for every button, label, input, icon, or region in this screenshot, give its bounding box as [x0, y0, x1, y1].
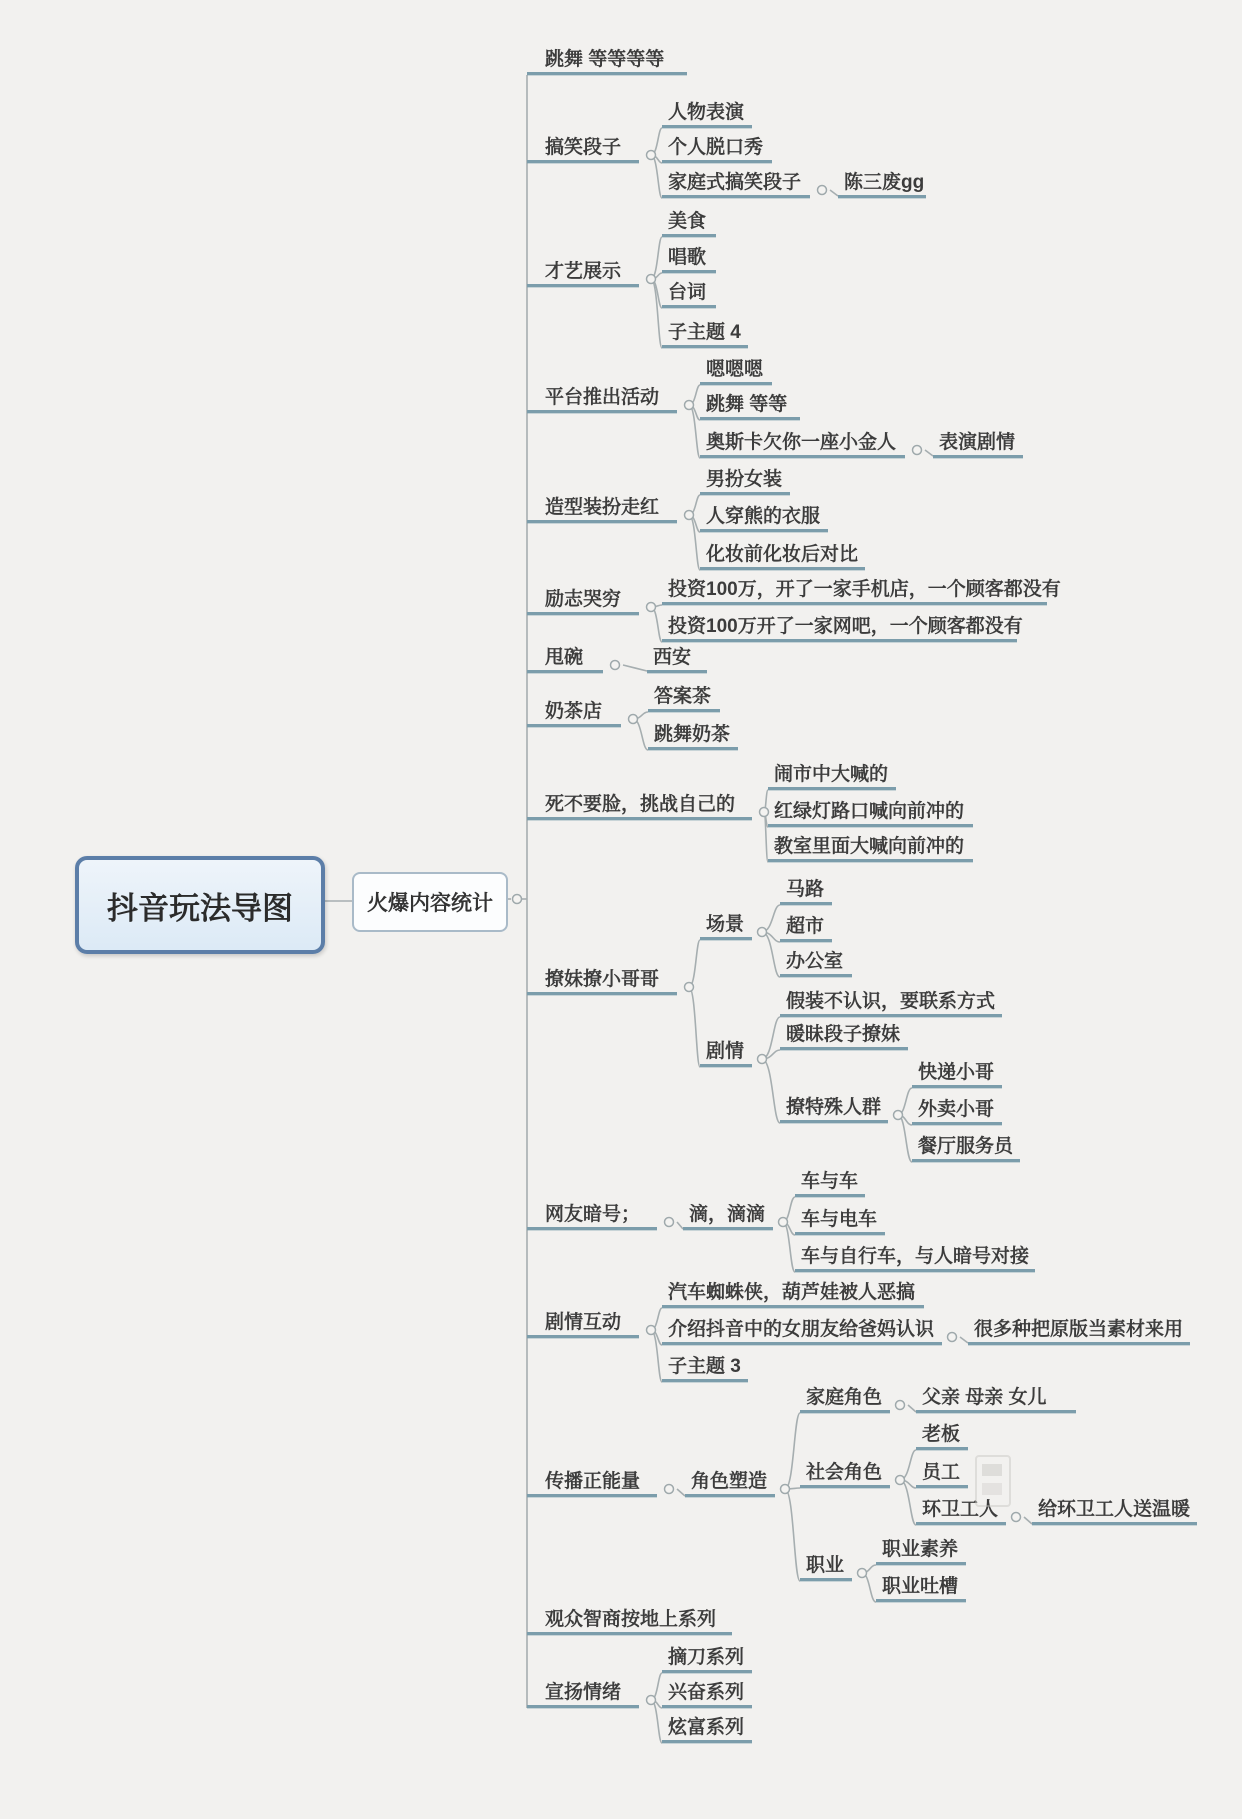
node-subtopic-4[interactable]: 子主题 4: [662, 320, 748, 348]
node-lines[interactable]: 台词: [662, 280, 716, 308]
node-excited-series[interactable]: 兴奋系列: [662, 1680, 752, 1708]
node-rich-series[interactable]: 炫富系列: [662, 1715, 752, 1743]
node-beep-beep[interactable]: 滴，滴滴: [683, 1202, 773, 1230]
node-family-jokes[interactable]: 家庭式搞笑段子: [662, 170, 810, 198]
branch-audience-iq[interactable]: 观众智商按地上系列: [527, 1607, 732, 1635]
branch-emotion-promo[interactable]: 宣扬情绪: [527, 1680, 639, 1708]
branch-costume-fame[interactable]: 造型装扮走红: [527, 495, 677, 523]
branch-platform-events[interactable]: 平台推出活动: [527, 385, 677, 413]
node-market[interactable]: 超市: [780, 914, 832, 942]
node-xian[interactable]: 西安: [647, 645, 707, 673]
node-courier[interactable]: 快递小哥: [912, 1060, 1002, 1088]
node-hum[interactable]: 嗯嗯嗯: [700, 357, 772, 385]
branch-positive-energy[interactable]: 传播正能量: [527, 1469, 657, 1497]
node-singing[interactable]: 唱歌: [662, 245, 716, 273]
node-flirt-jokes[interactable]: 暖昧段子撩妹: [780, 1022, 908, 1050]
node-solo-talkshow[interactable]: 个人脱口秀: [662, 135, 772, 163]
branch-flirting[interactable]: 撩妹撩小哥哥: [527, 967, 677, 995]
node-warmth-to-workers[interactable]: 给环卫工人送温暖: [1032, 1497, 1197, 1525]
node-shout-crossing[interactable]: 红绿灯路口喊向前冲的: [768, 799, 973, 827]
node-dance-etc[interactable]: 跳舞 等等: [700, 392, 800, 420]
node-car-tram[interactable]: 车与电车: [795, 1207, 885, 1235]
node-sanitation-worker[interactable]: 环卫工人: [916, 1497, 1006, 1525]
node-oscar-statue[interactable]: 奥斯卡欠你一座小金人: [700, 430, 905, 458]
branch-shameless-dare[interactable]: 死不要脸，挑战自己的: [527, 792, 752, 820]
node-invest-phone-shop[interactable]: 投资100万，开了一家手机店，一个顾客都没有: [662, 577, 1047, 605]
node-acting-drama[interactable]: 表演剧情: [933, 430, 1023, 458]
node-pretend-stranger[interactable]: 假装不认识，要联系方式: [780, 989, 1002, 1017]
node-answer-tea[interactable]: 答案茶: [648, 684, 720, 712]
node-employee[interactable]: 员工: [916, 1460, 968, 1488]
node-job-complaints[interactable]: 职业吐槽: [876, 1574, 966, 1602]
node-father-mother-daughter[interactable]: 父亲 母亲 女儿: [916, 1385, 1076, 1413]
node-dance-milk-tea[interactable]: 跳舞奶茶: [648, 722, 738, 750]
branch-bowl-smash[interactable]: 甩碗: [527, 645, 603, 673]
node-family-role[interactable]: 家庭角色: [800, 1385, 890, 1413]
node-shout-downtown[interactable]: 闹市中大喊的: [768, 762, 896, 790]
node-car-bicycle[interactable]: 车与自行车，与人暗号对接: [795, 1244, 1035, 1272]
node-office[interactable]: 办公室: [780, 949, 852, 977]
node-waiter[interactable]: 餐厅服务员: [912, 1134, 1020, 1162]
node-chensanfei-gg[interactable]: 陈三废gg: [838, 170, 926, 198]
node-social-role[interactable]: 社会角色: [800, 1460, 890, 1488]
branch-crying-poor[interactable]: 励志哭穷: [527, 587, 639, 615]
node-boss[interactable]: 老板: [916, 1422, 968, 1450]
node-delivery-guy[interactable]: 外卖小哥: [912, 1097, 1002, 1125]
node-crossdress[interactable]: 男扮女装: [700, 467, 790, 495]
node-introduce-girlfriend[interactable]: 介绍抖音中的女朋友给爸妈认识: [662, 1317, 942, 1345]
branch-dancing-etc[interactable]: 跳舞 等等等等: [527, 47, 687, 75]
node-scene[interactable]: 场景: [700, 912, 752, 940]
branch-netizen-signal[interactable]: 网友暗号；: [527, 1202, 657, 1230]
node-food[interactable]: 美食: [662, 209, 716, 237]
node-subtopic-3[interactable]: 子主题 3: [662, 1354, 748, 1382]
node-role-building[interactable]: 角色塑造: [685, 1469, 775, 1497]
branch-plot-interaction[interactable]: 剧情互动: [527, 1310, 639, 1338]
hub-topic[interactable]: 火爆内容统计: [352, 872, 508, 932]
root-topic[interactable]: 抖音玩法导图: [75, 856, 325, 954]
branch-talent-show[interactable]: 才艺展示: [527, 259, 639, 287]
watermark: [975, 1455, 1011, 1507]
node-knife-series[interactable]: 摘刀系列: [662, 1645, 752, 1673]
node-reuse-material[interactable]: 很多种把原版当素材来用: [968, 1317, 1190, 1345]
node-car-car[interactable]: 车与车: [795, 1169, 865, 1197]
node-invest-net-cafe[interactable]: 投资100万开了一家网吧，一个顾客都没有: [662, 614, 1017, 642]
node-professionalism[interactable]: 职业素养: [876, 1537, 966, 1565]
node-makeup-compare[interactable]: 化妆前化妆后对比: [700, 542, 865, 570]
node-bear-costume[interactable]: 人穿熊的衣服: [700, 504, 828, 532]
node-profession[interactable]: 职业: [800, 1553, 852, 1581]
branch-milk-tea-shop[interactable]: 奶茶店: [527, 699, 621, 727]
node-character-performance[interactable]: 人物表演: [662, 100, 752, 128]
node-plot[interactable]: 剧情: [700, 1039, 752, 1067]
node-shout-classroom[interactable]: 教室里面大喊向前冲的: [768, 834, 973, 862]
node-special-groups[interactable]: 撩特殊人群: [780, 1095, 888, 1123]
node-road[interactable]: 马路: [780, 877, 832, 905]
node-spiderman-gourd[interactable]: 汽车蜘蛛侠，葫芦娃被人恶搞: [662, 1280, 924, 1308]
branch-funny-jokes[interactable]: 搞笑段子: [527, 135, 639, 163]
